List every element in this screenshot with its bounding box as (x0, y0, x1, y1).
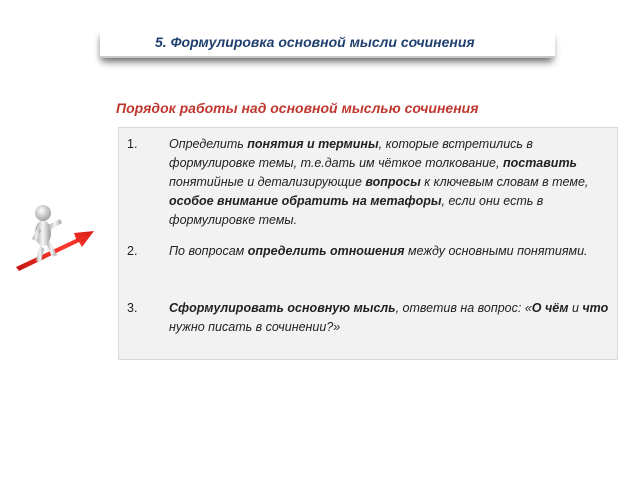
item-text (169, 135, 609, 230)
item-number: 1. (127, 137, 138, 151)
plain-text: , если они есть в формулировке темы. (169, 194, 544, 227)
plain-text: нужно писать в сочинении?» (169, 320, 341, 334)
content-box (118, 127, 618, 360)
emphasis-text: Сформулировать основную мысль (169, 301, 396, 315)
plain-text: и (568, 301, 583, 315)
emphasis-text: понятия и термины (247, 137, 379, 151)
plain-text: Определить (169, 137, 248, 151)
plain-text: , которые встретились в формулировке темы, т.е.дать им чёткое толкование, (169, 137, 533, 170)
emphasis-text: вопросы (365, 175, 421, 189)
emphasis-text: особое внимание обратить на метафоры (169, 194, 442, 208)
section-heading: Порядок работы над основной мыслью сочинения (116, 100, 479, 116)
plain-text: , ответив на вопрос: « (395, 301, 532, 315)
item-text (169, 299, 609, 337)
emphasis-text: поставить (502, 156, 577, 170)
emphasis-text: что (582, 301, 609, 315)
emphasis-text: О чём (531, 301, 569, 315)
emphasis-text: определить отношения (247, 244, 405, 258)
item-number: 2. (127, 244, 138, 258)
slide-title: 5. Формулировка основной мысли сочинения (155, 34, 475, 50)
item-text (169, 242, 609, 261)
plain-text: между основными понятиями. (404, 244, 588, 258)
item-number: 3. (127, 301, 138, 315)
plain-text: к ключевым словам в теме, (420, 175, 589, 189)
person-climbing-arrow-icon (14, 195, 109, 275)
plain-text: По вопросам (169, 244, 248, 258)
plain-text: понятийные и детализирующие (169, 175, 366, 189)
title-bar (100, 30, 555, 58)
